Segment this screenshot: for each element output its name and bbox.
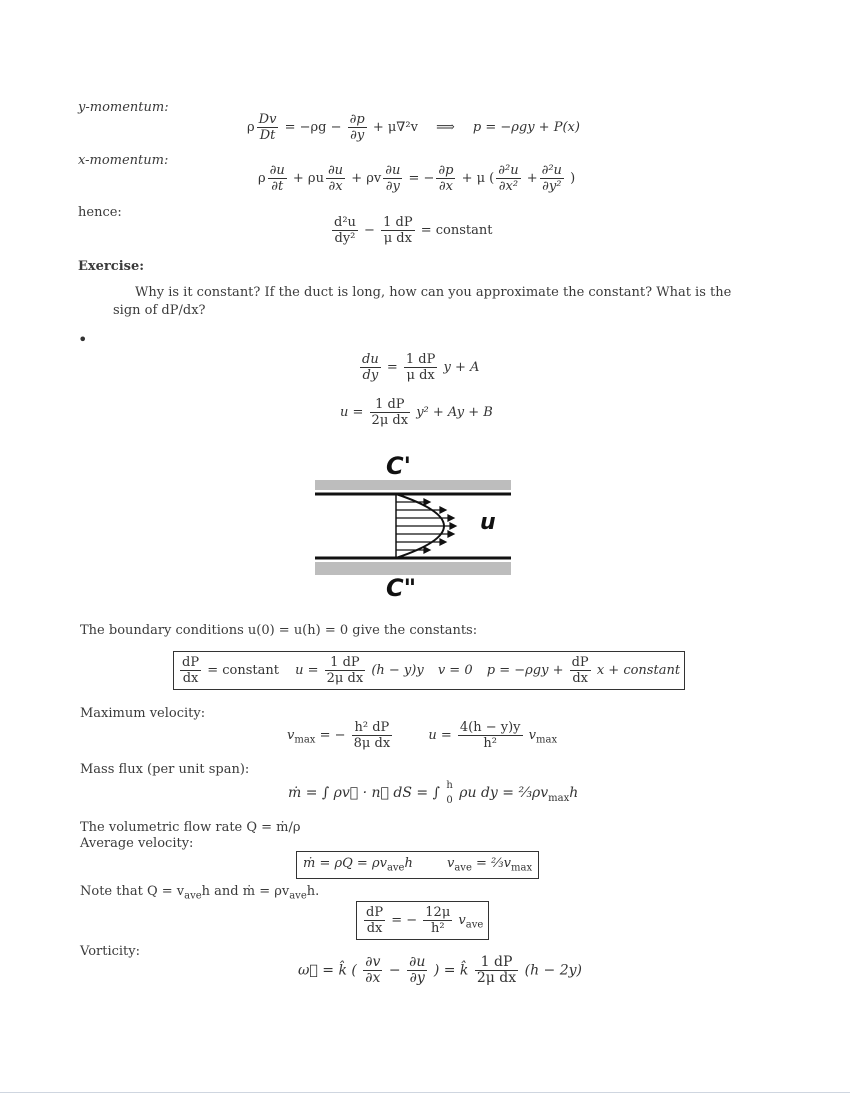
pressure-gradient-box: $\frac{dP}{dx}$ = − $\frac{12\mu}{\text{h²}}$ $v_{ave}$ [356, 901, 489, 940]
scan-edge-line [0, 1092, 850, 1093]
top-wall [315, 480, 511, 490]
y-momentum-label: y-momentum: [78, 100, 169, 115]
mass-flux-equation: ṁ = ∫ ρv⃗ · n⃗ dS = ∫ h 0 ρu dy = $\frac{2}{3}\rho v_{max}h$ [288, 780, 579, 806]
velocity-label: u [480, 510, 496, 535]
average-velocity-label: Average velocity: [80, 836, 194, 851]
exercise-text-line-1: Why is it constant? If the duct is long, how can you approximate the constant? What is the [135, 285, 732, 300]
hence-equation: $\frac{\text{d²u}}{\text{dy²}}$ − $\frac{1 dP}{\text{μ dx}}$ = constant [334, 215, 493, 246]
du-dy-equation: $\frac{du}{dy}$ = $\frac{1 dP}{\text{μ dx}}$ y + A [362, 352, 480, 383]
top-wall-label: C' [386, 452, 411, 480]
exercise-text-line-2: sign of dP/dx? [113, 303, 206, 318]
exercise-heading: Exercise: [78, 259, 145, 274]
boundary-conditions-text: The boundary conditions u(0) = u(h) = 0 give the constants: [80, 623, 478, 638]
maximum-velocity-label: Maximum velocity: [80, 706, 206, 721]
bottom-wall-label: C" [386, 574, 417, 602]
maximum-velocity-equation: $v_{max}$ = − $\frac{\text{h² dP}}{\text{8μ dx}}$ u = $\frac{4(h - y)y}{\text{h²}}$ $v_{max}$ [287, 720, 558, 751]
note-text: Note that $Q = v_{ave}h$ and ṁ = $\rho v_{ave}h$. [80, 884, 320, 902]
vorticity-label: Vorticity: [80, 944, 141, 959]
bullet-point: • [78, 330, 88, 349]
volumetric-flow-text: The volumetric flow rate Q = ṁ/ρ [80, 820, 301, 835]
channel-flow-diagram [312, 452, 512, 602]
average-velocity-box: ṁ = $\rho Q = \rho v_{ave}h$ $v_{ave}$ = $\frac{2}{3}v_{max}$ [296, 851, 539, 879]
y-momentum-equation: ρ $\frac{Dv}{Dt}$ = −ρg − $\frac{\partial p}{\partial y}$ + μ∇²v ⟹ p = −ρgy + P(x) [247, 112, 580, 143]
hence-label: hence: [78, 205, 122, 220]
vorticity-equation: ω⃗ = k̂ ( $\frac{\partial v}{\partial x}$ − $\frac{\partial u}{\partial y}$ ) = k̂ $\frac{1 dP}{\text{2μ dx}}$ (h − 2y) [298, 954, 583, 986]
x-momentum-equation: ρ $\frac{\partial u}{\partial t}$ + ρu $\frac{\partial u}{\partial x}$ + ρv $\frac{\partial u}{\partial y}$ = − $\frac{\partial p}{\partial x}$ + μ ( $\frac{\text{∂²u}}{\text{∂x²}}$ + $\frac{\text{∂²u}}{\text{∂y²}}$ ) [258, 163, 576, 194]
mass-flux-label: Mass flux (per unit span): [80, 762, 250, 777]
x-momentum-label: x-momentum: [78, 153, 169, 168]
boundary-solution-box: $\frac{dP}{dx}$ = constant u = $\frac{1 dP}{\text{2μ dx}}$ (h − y)y v = 0 p = −ρgy + $\frac{dP}{dx}$ x + constant [173, 651, 685, 690]
u-profile-equation: u = $\frac{1 dP}{\text{2μ dx}}$ y² + Ay + B [340, 397, 493, 428]
